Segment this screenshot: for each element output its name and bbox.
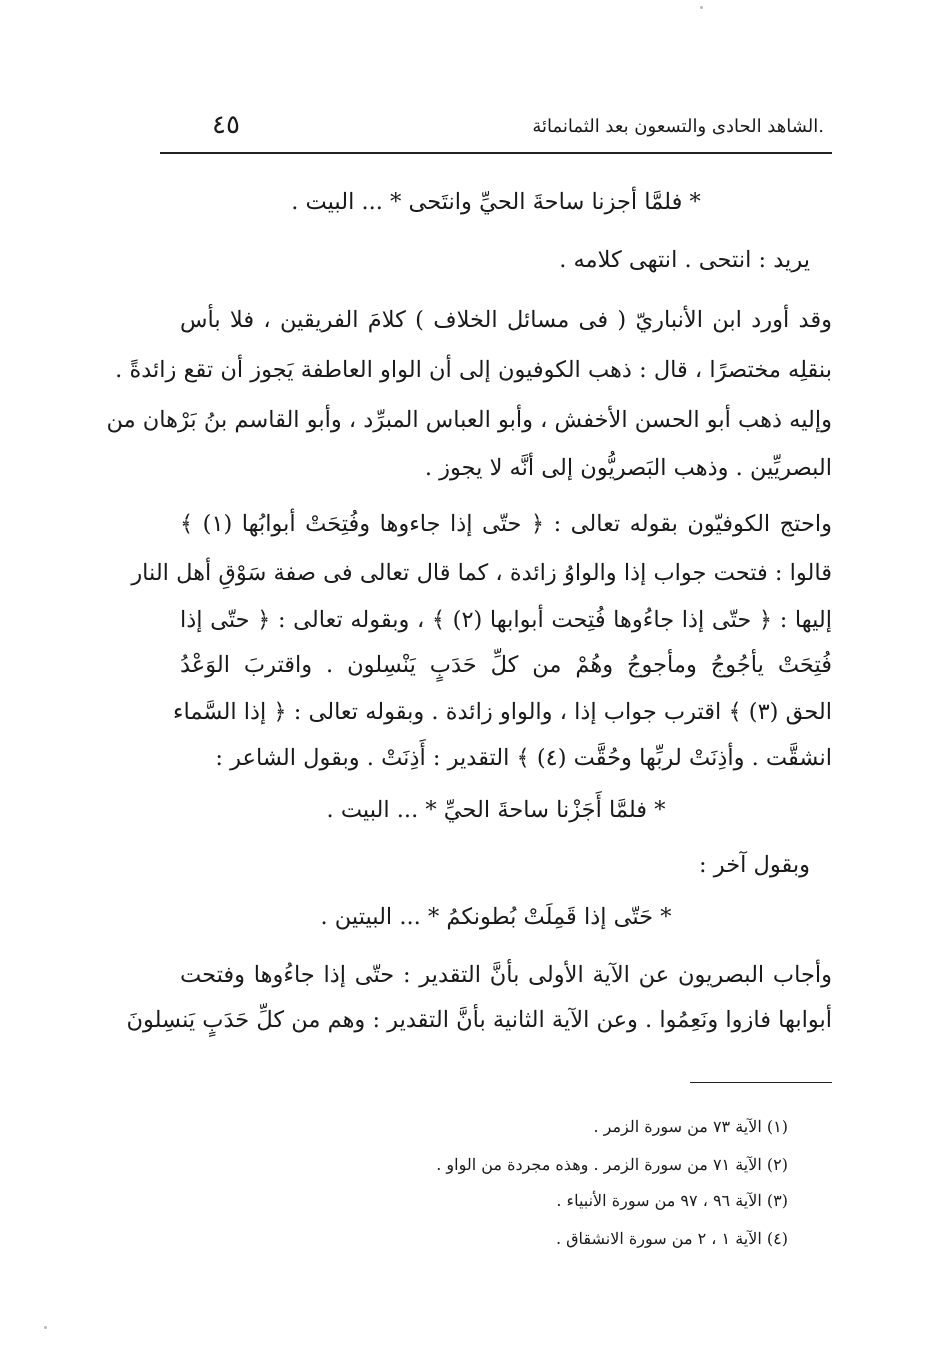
scan-speck: [44, 1326, 47, 1329]
verse-line: * حَتّى إذا قَمِلَتْ بُطونكمُ * ... البيتين .: [320, 904, 672, 930]
scan-speck: [700, 6, 703, 9]
text-line: قالوا : فتحت جواب إذا والواوُ زائدة ، كما قال تعالى فى صفة سَوْقِ أهل النار: [131, 560, 832, 586]
verse-line: * فلمَّا أَجَزْنا ساحةَ الحيِّ * ... البيت .: [326, 797, 666, 823]
text-line: الحق (٣) ﴾ اقترب جواب إذا ، والواو زائدة . وبقوله تعالى : ﴿ إذا السَّماء: [172, 699, 832, 725]
text-line: وقد أورد ابن الأنباريّ ( فى مسائل الخلاف ) كلامَ الفريقين ، فلا بأس: [180, 307, 832, 333]
text-line: وبقول آخر :: [699, 852, 810, 878]
footnote-rule: [690, 1082, 832, 1083]
footnote: (٣) الآية ٩٦ ، ٩٧ من سورة الأنبياء .: [556, 1191, 788, 1210]
text-line: يريد : انتحى . انتهى كلامه .: [559, 247, 810, 273]
header-rule: [160, 152, 832, 154]
text-line: إليها : ﴿ حتّى إذا جاءُوها فُتِحت أبوابها (٢) ﴾ ، وبقوله تعالى : ﴿ حتّى إذا: [180, 607, 833, 633]
text-line: أبوابها فازوا ونَعِمُوا . وعن الآية الثانية بأنَّ التقدير : وهم من كلِّ حَدَبٍ يَنسِلونَ: [126, 1007, 832, 1033]
verse-line: * فلمَّا أجزنا ساحةَ الحيِّ وانتَحى * ... البيت .: [291, 189, 701, 215]
running-title: .الشاهد الحادى والتسعون بعد الثمانمائة: [532, 116, 824, 137]
text-line: البصريِّين . وذهب البَصريُّون إلى أنَّه لا يجوز .: [424, 455, 832, 481]
text-line: وإليه ذهب أبو الحسن الأخفش ، وأبو العباس المبرِّد ، وأبو القاسم بنُ بَرْهان من: [106, 407, 832, 433]
text-line: بنقلِه مختصرًا ، قال : ذهب الكوفيون إلى أن الواو العاطفة يَجوز أن تقع زائدةً .: [115, 357, 832, 383]
text-line: انشقَّت . وأذِنَتْ لربِّها وحُقَّت (٤) ﴾ التقدير : أَذِنَتْ . وبقول الشاعر :: [215, 745, 832, 771]
text-line: وأجاب البصريون عن الآية الأولى بأنَّ التقدير : حتّى إذا جاءُوها وفتحت: [180, 962, 832, 988]
text-line: واحتج الكوفيّون بقوله تعالى : ﴿ حتّى إذا جاءوها وفُتِحَتْ أبوابُها (١) ﴾: [180, 511, 832, 537]
text-line: فُتِحَتْ يأجُوجُ ومأجوجُ وهُمْ من كلِّ حَدَبٍ يَنْسِلون . واقتربَ الوَعْدُ: [180, 652, 832, 678]
footnote: (١) الآية ٧٣ من سورة الزمر .: [593, 1117, 788, 1136]
footnote: (٢) الآية ٧١ من سورة الزمر . وهذه مجردة من الواو .: [436, 1155, 788, 1174]
page-header: [160, 108, 830, 144]
footnote: (٤) الآية ١ ، ٢ من سورة الانشقاق .: [555, 1229, 788, 1248]
page-number: ٤٥: [212, 110, 240, 140]
